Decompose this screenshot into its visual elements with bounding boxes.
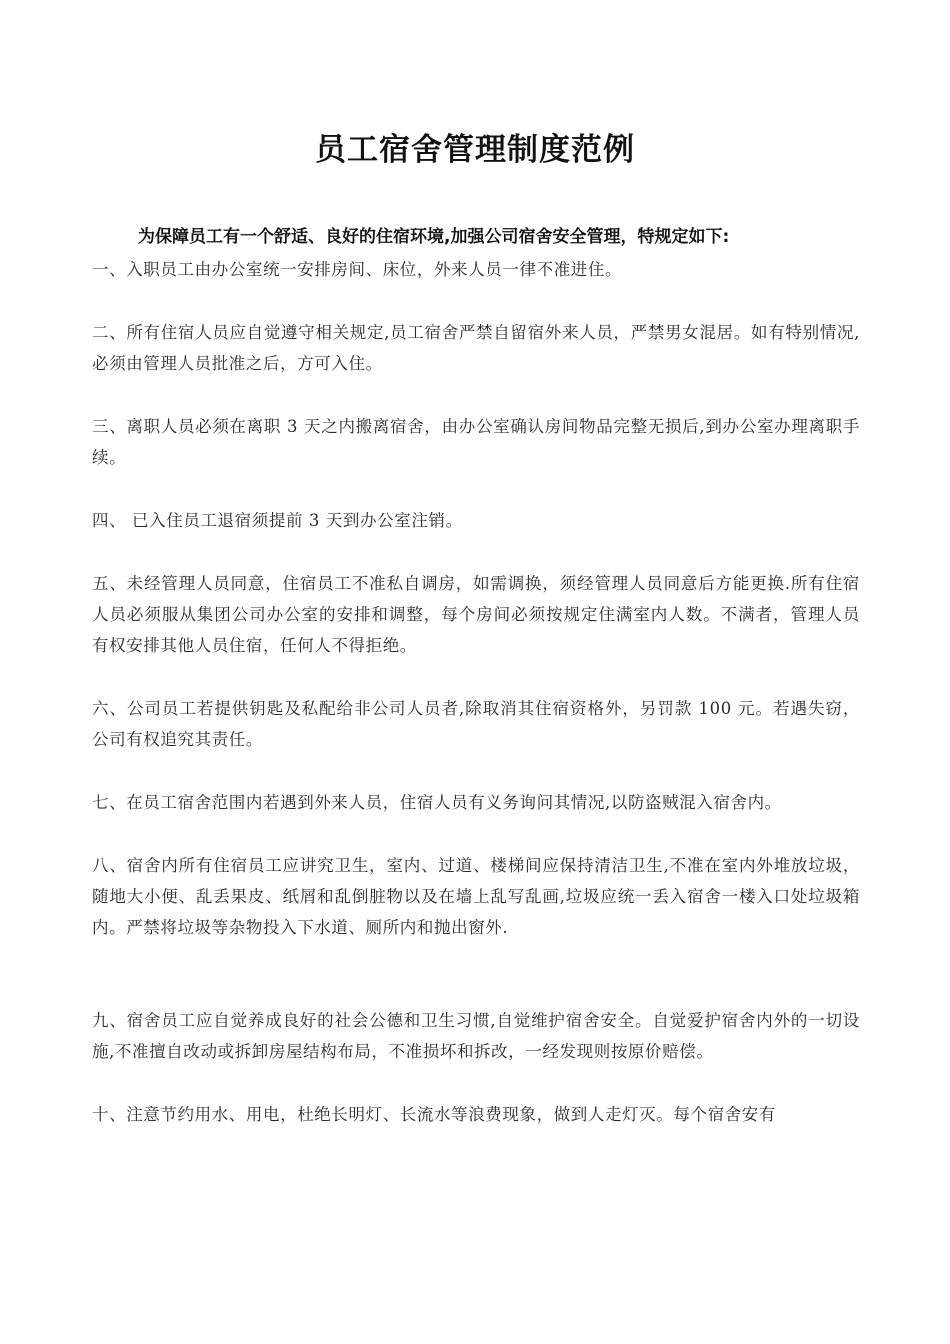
clause-4: 四、 已入住员工退宿须提前 3 天到办公室注销。 (92, 511, 463, 530)
clause-7: 七、在员工宿舍范围内若遇到外来人员，住宿人员有义务询问其情况,以防盗贼混入宿舍内。 (92, 793, 782, 812)
clause-8: 八、宿舍内所有住宿员工应讲究卫生，室内、过道、楼梯间应保持清洁卫生,不准在室内外堆放垃圾，随地大小便、乱丢果皮、纸屑和乱倒脏物以及在墙上乱写乱画,垃圾应统一丢入宿舍一楼入口处垃圾箱内。严禁将垃圾等杂物投入下水道、厕所内和抛出窗外. (92, 856, 860, 937)
clause-10: 十、注意节约用水、用电，杜绝长明灯、长流水等浪费现象，做到人走灯灭。每个宿舍安有 (92, 1105, 776, 1124)
intro-paragraph: 为保障员工有一个舒适、良好的住宿环境,加强公司宿舍安全管理，特规定如下: (138, 227, 730, 247)
clause-9: 九、宿舍员工应自觉养成良好的社会公德和卫生习惯,自觉维护宿舍安全。自觉爱护宿舍内外的一切设施,不准擅自改动或拆卸房屋结构布局，不准损坏和拆改，一经发现则按原价赔偿。 (92, 1011, 860, 1061)
document-title: 员工宿舍管理制度范例 (315, 132, 635, 168)
clause-3: 三、离职人员必须在离职 3 天之内搬离宿舍，由办公室确认房间物品完整无损后,到办公室办理离职手续。 (92, 417, 860, 467)
clause-1: 一、入职员工由办公室统一安排房间、床位，外来人员一律不准进住。 (92, 260, 623, 279)
clause-2: 二、所有住宿人员应自觉遵守相关规定,员工宿舍严禁自留宿外来人员，严禁男女混居。如有特别情况,必须由管理人员批准之后，方可入住。 (92, 323, 860, 373)
clause-5: 五、未经管理人员同意，住宿员工不准私自调房，如需调换，须经管理人员同意后方能更换.所有住宿人员必须服从集团公司办公室的安排和调整，每个房间必须按规定住满室内人数。不满者，管理人员有权安排其他人员住宿，任何人不得拒绝。 (92, 574, 860, 655)
clause-6: 六、公司员工若提供钥匙及私配给非公司人员者,除取消其住宿资格外，另罚款 100 元。若遇失窃，公司有权追究其责任。 (92, 699, 860, 749)
clause-list (92, 254, 860, 1162)
